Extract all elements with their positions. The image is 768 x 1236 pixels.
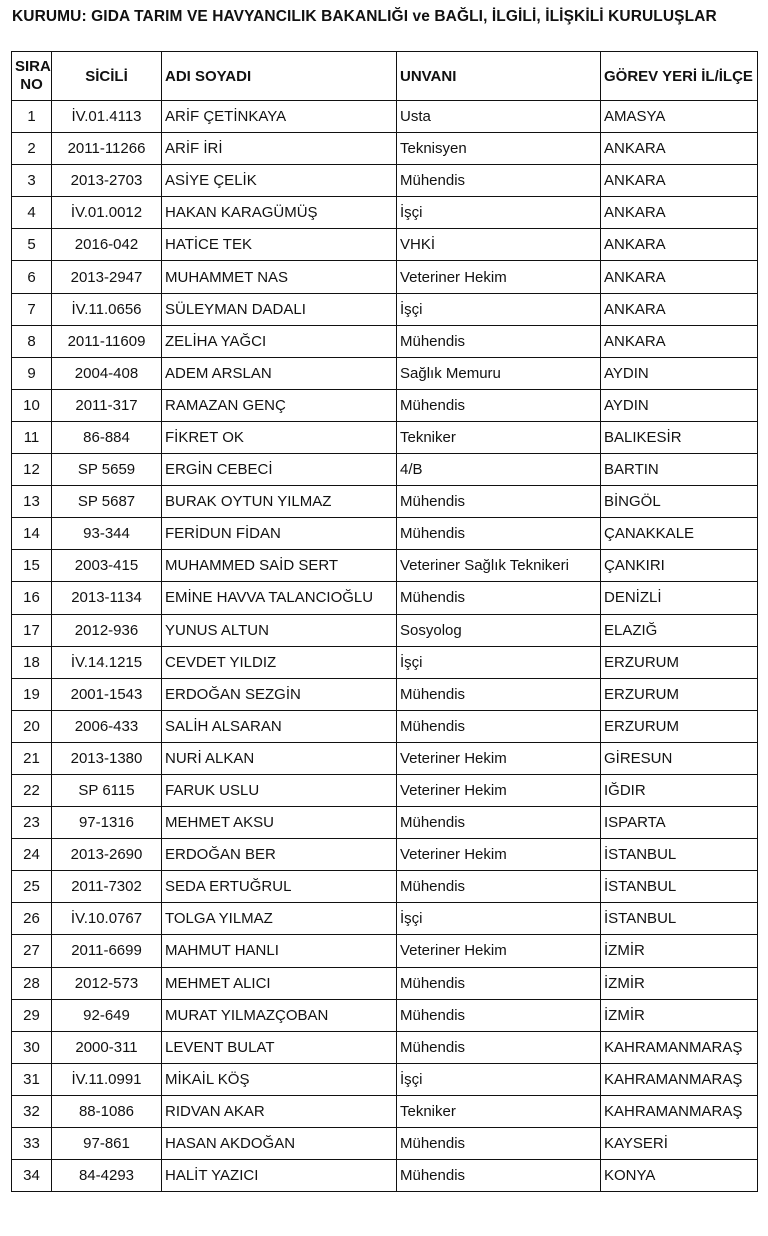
cell-sira-no: 25 bbox=[12, 871, 52, 903]
cell-unvani: Mühendis bbox=[397, 486, 601, 518]
cell-adi-soyadi: ERDOĞAN SEZGİN bbox=[162, 678, 397, 710]
cell-sicil: İV.01.0012 bbox=[52, 197, 162, 229]
cell-unvani: Mühendis bbox=[397, 389, 601, 421]
cell-sira-no: 14 bbox=[12, 518, 52, 550]
cell-unvani: Mühendis bbox=[397, 1128, 601, 1160]
cell-gorev-yeri: KONYA bbox=[601, 1160, 758, 1192]
cell-adi-soyadi: FERİDUN FİDAN bbox=[162, 518, 397, 550]
cell-adi-soyadi: ERGİN CEBECİ bbox=[162, 454, 397, 486]
cell-sira-no: 8 bbox=[12, 325, 52, 357]
cell-unvani: İşçi bbox=[397, 293, 601, 325]
cell-unvani: VHKİ bbox=[397, 229, 601, 261]
cell-gorev-yeri: KAHRAMANMARAŞ bbox=[601, 1031, 758, 1063]
cell-sira-no: 7 bbox=[12, 293, 52, 325]
cell-gorev-yeri: ANKARA bbox=[601, 197, 758, 229]
cell-gorev-yeri: ELAZIĞ bbox=[601, 614, 758, 646]
cell-unvani: Veteriner Hekim bbox=[397, 742, 601, 774]
cell-gorev-yeri: BALIKESİR bbox=[601, 421, 758, 453]
cell-gorev-yeri: KAHRAMANMARAŞ bbox=[601, 1063, 758, 1095]
cell-sira-no: 22 bbox=[12, 774, 52, 806]
cell-sicil: 2003-415 bbox=[52, 550, 162, 582]
cell-sicil: 2012-936 bbox=[52, 614, 162, 646]
cell-gorev-yeri: DENİZLİ bbox=[601, 582, 758, 614]
table-row bbox=[12, 1095, 758, 1127]
cell-adi-soyadi: ASİYE ÇELİK bbox=[162, 165, 397, 197]
header-sira-line1: SIRA bbox=[15, 58, 51, 75]
table-row bbox=[12, 133, 758, 165]
cell-unvani: Mühendis bbox=[397, 582, 601, 614]
table-row bbox=[12, 101, 758, 133]
table-row bbox=[12, 421, 758, 453]
cell-unvani: Sağlık Memuru bbox=[397, 357, 601, 389]
header-sira-line2: NO bbox=[20, 76, 43, 93]
cell-sira-no: 17 bbox=[12, 614, 52, 646]
cell-adi-soyadi: TOLGA YILMAZ bbox=[162, 903, 397, 935]
cell-sicil: 2000-311 bbox=[52, 1031, 162, 1063]
cell-adi-soyadi: MURAT YILMAZÇOBAN bbox=[162, 999, 397, 1031]
table-row bbox=[12, 550, 758, 582]
cell-sicil: 84-4293 bbox=[52, 1160, 162, 1192]
table-row bbox=[12, 229, 758, 261]
cell-sira-no: 21 bbox=[12, 742, 52, 774]
cell-gorev-yeri: ANKARA bbox=[601, 293, 758, 325]
cell-sicil: 2006-433 bbox=[52, 710, 162, 742]
cell-sicil: 86-884 bbox=[52, 421, 162, 453]
cell-sicil: 2001-1543 bbox=[52, 678, 162, 710]
cell-adi-soyadi: RAMAZAN GENÇ bbox=[162, 389, 397, 421]
cell-sicil: 88-1086 bbox=[52, 1095, 162, 1127]
cell-unvani: Mühendis bbox=[397, 710, 601, 742]
cell-gorev-yeri: İSTANBUL bbox=[601, 903, 758, 935]
cell-gorev-yeri: AMASYA bbox=[601, 101, 758, 133]
header-sira-no bbox=[12, 52, 52, 101]
cell-adi-soyadi: FARUK USLU bbox=[162, 774, 397, 806]
cell-sicil: 2013-2690 bbox=[52, 839, 162, 871]
cell-sira-no: 10 bbox=[12, 389, 52, 421]
cell-gorev-yeri: BİNGÖL bbox=[601, 486, 758, 518]
cell-unvani: İşçi bbox=[397, 1063, 601, 1095]
cell-sicil: 2012-573 bbox=[52, 967, 162, 999]
cell-adi-soyadi: HAKAN KARAGÜMÜŞ bbox=[162, 197, 397, 229]
cell-unvani: Tekniker bbox=[397, 1095, 601, 1127]
cell-gorev-yeri: İZMİR bbox=[601, 935, 758, 967]
cell-adi-soyadi: BURAK OYTUN YILMAZ bbox=[162, 486, 397, 518]
cell-unvani: Mühendis bbox=[397, 999, 601, 1031]
table-row bbox=[12, 1063, 758, 1095]
cell-sira-no: 3 bbox=[12, 165, 52, 197]
cell-unvani: Mühendis bbox=[397, 1031, 601, 1063]
cell-sira-no: 19 bbox=[12, 678, 52, 710]
cell-sira-no: 6 bbox=[12, 261, 52, 293]
cell-sira-no: 29 bbox=[12, 999, 52, 1031]
table-row bbox=[12, 646, 758, 678]
cell-sira-no: 28 bbox=[12, 967, 52, 999]
cell-adi-soyadi: MAHMUT HANLI bbox=[162, 935, 397, 967]
table-header-row bbox=[12, 52, 758, 101]
cell-sira-no: 18 bbox=[12, 646, 52, 678]
cell-unvani: İşçi bbox=[397, 646, 601, 678]
cell-adi-soyadi: LEVENT BULAT bbox=[162, 1031, 397, 1063]
cell-sira-no: 33 bbox=[12, 1128, 52, 1160]
cell-sira-no: 9 bbox=[12, 357, 52, 389]
cell-sicil: 2011-11266 bbox=[52, 133, 162, 165]
cell-sira-no: 12 bbox=[12, 454, 52, 486]
personnel-table bbox=[11, 51, 758, 1192]
table-row bbox=[12, 935, 758, 967]
cell-sira-no: 13 bbox=[12, 486, 52, 518]
cell-sicil: 92-649 bbox=[52, 999, 162, 1031]
cell-gorev-yeri: ANKARA bbox=[601, 165, 758, 197]
cell-sira-no: 16 bbox=[12, 582, 52, 614]
cell-adi-soyadi: RIDVAN AKAR bbox=[162, 1095, 397, 1127]
cell-adi-soyadi: HATİCE TEK bbox=[162, 229, 397, 261]
table-row bbox=[12, 742, 758, 774]
cell-sicil: SP 5687 bbox=[52, 486, 162, 518]
cell-sicil: 2004-408 bbox=[52, 357, 162, 389]
table-row bbox=[12, 807, 758, 839]
cell-gorev-yeri: GİRESUN bbox=[601, 742, 758, 774]
table-row bbox=[12, 325, 758, 357]
cell-sicil: 2011-317 bbox=[52, 389, 162, 421]
cell-adi-soyadi: ADEM ARSLAN bbox=[162, 357, 397, 389]
cell-adi-soyadi: HALİT YAZICI bbox=[162, 1160, 397, 1192]
cell-unvani: Teknisyen bbox=[397, 133, 601, 165]
cell-gorev-yeri: ANKARA bbox=[601, 261, 758, 293]
cell-gorev-yeri: KAYSERİ bbox=[601, 1128, 758, 1160]
cell-unvani: Mühendis bbox=[397, 871, 601, 903]
cell-gorev-yeri: ISPARTA bbox=[601, 807, 758, 839]
cell-sicil: 2013-1380 bbox=[52, 742, 162, 774]
cell-sira-no: 4 bbox=[12, 197, 52, 229]
cell-gorev-yeri: İZMİR bbox=[601, 967, 758, 999]
cell-sicil: İV.11.0656 bbox=[52, 293, 162, 325]
cell-adi-soyadi: EMİNE HAVVA TALANCIOĞLU bbox=[162, 582, 397, 614]
cell-gorev-yeri: ANKARA bbox=[601, 133, 758, 165]
cell-adi-soyadi: SEDA ERTUĞRUL bbox=[162, 871, 397, 903]
cell-gorev-yeri: İSTANBUL bbox=[601, 871, 758, 903]
cell-gorev-yeri: ERZURUM bbox=[601, 646, 758, 678]
cell-sira-no: 1 bbox=[12, 101, 52, 133]
table-row bbox=[12, 999, 758, 1031]
cell-adi-soyadi: MUHAMMED SAİD SERT bbox=[162, 550, 397, 582]
cell-sicil: 93-344 bbox=[52, 518, 162, 550]
cell-adi-soyadi: MEHMET ALICI bbox=[162, 967, 397, 999]
table-row bbox=[12, 261, 758, 293]
cell-sicil: SP 6115 bbox=[52, 774, 162, 806]
table-row bbox=[12, 357, 758, 389]
table-row bbox=[12, 614, 758, 646]
cell-unvani: Mühendis bbox=[397, 678, 601, 710]
cell-sicil: 2016-042 bbox=[52, 229, 162, 261]
cell-unvani: Mühendis bbox=[397, 165, 601, 197]
cell-sira-no: 20 bbox=[12, 710, 52, 742]
table-row bbox=[12, 486, 758, 518]
header-sicil: SİCİLİ bbox=[52, 52, 162, 101]
cell-unvani: Mühendis bbox=[397, 807, 601, 839]
cell-adi-soyadi: ERDOĞAN BER bbox=[162, 839, 397, 871]
cell-sicil: SP 5659 bbox=[52, 454, 162, 486]
cell-unvani: Mühendis bbox=[397, 518, 601, 550]
table-row bbox=[12, 165, 758, 197]
cell-adi-soyadi: CEVDET YILDIZ bbox=[162, 646, 397, 678]
table-row bbox=[12, 293, 758, 325]
cell-unvani: Veteriner Sağlık Teknikeri bbox=[397, 550, 601, 582]
cell-sira-no: 30 bbox=[12, 1031, 52, 1063]
cell-sira-no: 26 bbox=[12, 903, 52, 935]
cell-unvani: Mühendis bbox=[397, 325, 601, 357]
cell-unvani: İşçi bbox=[397, 197, 601, 229]
cell-sicil: 2013-2947 bbox=[52, 261, 162, 293]
cell-sicil: İV.01.4113 bbox=[52, 101, 162, 133]
cell-sicil: İV.14.1215 bbox=[52, 646, 162, 678]
cell-unvani: Veteriner Hekim bbox=[397, 261, 601, 293]
cell-adi-soyadi: MUHAMMET NAS bbox=[162, 261, 397, 293]
cell-adi-soyadi: SALİH ALSARAN bbox=[162, 710, 397, 742]
cell-sicil: 2011-7302 bbox=[52, 871, 162, 903]
cell-adi-soyadi: MİKAİL KÖŞ bbox=[162, 1063, 397, 1095]
cell-sicil: 97-1316 bbox=[52, 807, 162, 839]
cell-sira-no: 27 bbox=[12, 935, 52, 967]
cell-gorev-yeri: ÇANKIRI bbox=[601, 550, 758, 582]
cell-sira-no: 5 bbox=[12, 229, 52, 261]
cell-unvani: Mühendis bbox=[397, 967, 601, 999]
cell-unvani: İşçi bbox=[397, 903, 601, 935]
table-row bbox=[12, 1160, 758, 1192]
cell-sira-no: 34 bbox=[12, 1160, 52, 1192]
cell-gorev-yeri: AYDIN bbox=[601, 357, 758, 389]
cell-gorev-yeri: ERZURUM bbox=[601, 710, 758, 742]
cell-sicil: 2011-11609 bbox=[52, 325, 162, 357]
cell-unvani: Usta bbox=[397, 101, 601, 133]
table-row bbox=[12, 1128, 758, 1160]
page-title: KURUMU: GIDA TARIM VE HAVYANCILIK BAKANLIĞI ve BAĞLI, İLGİLİ, İLİŞKİLİ KURULUŞLAR bbox=[12, 8, 717, 25]
cell-unvani: Veteriner Hekim bbox=[397, 774, 601, 806]
header-unvani: UNVANI bbox=[397, 52, 601, 101]
table-row bbox=[12, 839, 758, 871]
cell-adi-soyadi: HASAN AKDOĞAN bbox=[162, 1128, 397, 1160]
header-adi-soyadi: ADI SOYADI bbox=[162, 52, 397, 101]
table-row bbox=[12, 518, 758, 550]
cell-unvani: 4/B bbox=[397, 454, 601, 486]
table-row bbox=[12, 678, 758, 710]
table-row bbox=[12, 774, 758, 806]
table-row bbox=[12, 1031, 758, 1063]
cell-unvani: Mühendis bbox=[397, 1160, 601, 1192]
cell-sicil: 2013-2703 bbox=[52, 165, 162, 197]
cell-adi-soyadi: ZELİHA YAĞCI bbox=[162, 325, 397, 357]
cell-gorev-yeri: ANKARA bbox=[601, 325, 758, 357]
cell-adi-soyadi: ARİF ÇETİNKAYA bbox=[162, 101, 397, 133]
cell-sira-no: 31 bbox=[12, 1063, 52, 1095]
cell-unvani: Veteriner Hekim bbox=[397, 935, 601, 967]
cell-adi-soyadi: NURİ ALKAN bbox=[162, 742, 397, 774]
cell-sicil: İV.11.0991 bbox=[52, 1063, 162, 1095]
cell-sicil: İV.10.0767 bbox=[52, 903, 162, 935]
cell-sira-no: 24 bbox=[12, 839, 52, 871]
cell-gorev-yeri: İSTANBUL bbox=[601, 839, 758, 871]
cell-sicil: 97-861 bbox=[52, 1128, 162, 1160]
cell-unvani: Veteriner Hekim bbox=[397, 839, 601, 871]
cell-gorev-yeri: AYDIN bbox=[601, 389, 758, 421]
table-row bbox=[12, 710, 758, 742]
cell-gorev-yeri: BARTIN bbox=[601, 454, 758, 486]
header-gorev-yeri: GÖREV YERİ İL/İLÇE bbox=[601, 52, 758, 101]
table-row bbox=[12, 582, 758, 614]
table-row bbox=[12, 967, 758, 999]
cell-sicil: 2011-6699 bbox=[52, 935, 162, 967]
cell-adi-soyadi: YUNUS ALTUN bbox=[162, 614, 397, 646]
cell-unvani: Sosyolog bbox=[397, 614, 601, 646]
cell-sira-no: 11 bbox=[12, 421, 52, 453]
cell-sira-no: 15 bbox=[12, 550, 52, 582]
cell-adi-soyadi: FİKRET OK bbox=[162, 421, 397, 453]
cell-gorev-yeri: ANKARA bbox=[601, 229, 758, 261]
cell-adi-soyadi: MEHMET AKSU bbox=[162, 807, 397, 839]
cell-gorev-yeri: IĞDIR bbox=[601, 774, 758, 806]
table-row bbox=[12, 903, 758, 935]
cell-unvani: Tekniker bbox=[397, 421, 601, 453]
cell-sicil: 2013-1134 bbox=[52, 582, 162, 614]
cell-gorev-yeri: KAHRAMANMARAŞ bbox=[601, 1095, 758, 1127]
cell-sira-no: 2 bbox=[12, 133, 52, 165]
table-row bbox=[12, 197, 758, 229]
table-row bbox=[12, 871, 758, 903]
cell-gorev-yeri: ERZURUM bbox=[601, 678, 758, 710]
cell-gorev-yeri: ÇANAKKALE bbox=[601, 518, 758, 550]
cell-adi-soyadi: SÜLEYMAN DADALI bbox=[162, 293, 397, 325]
cell-gorev-yeri: İZMİR bbox=[601, 999, 758, 1031]
cell-sira-no: 32 bbox=[12, 1095, 52, 1127]
cell-sira-no: 23 bbox=[12, 807, 52, 839]
cell-adi-soyadi: ARİF İRİ bbox=[162, 133, 397, 165]
table-row bbox=[12, 389, 758, 421]
table-row bbox=[12, 454, 758, 486]
